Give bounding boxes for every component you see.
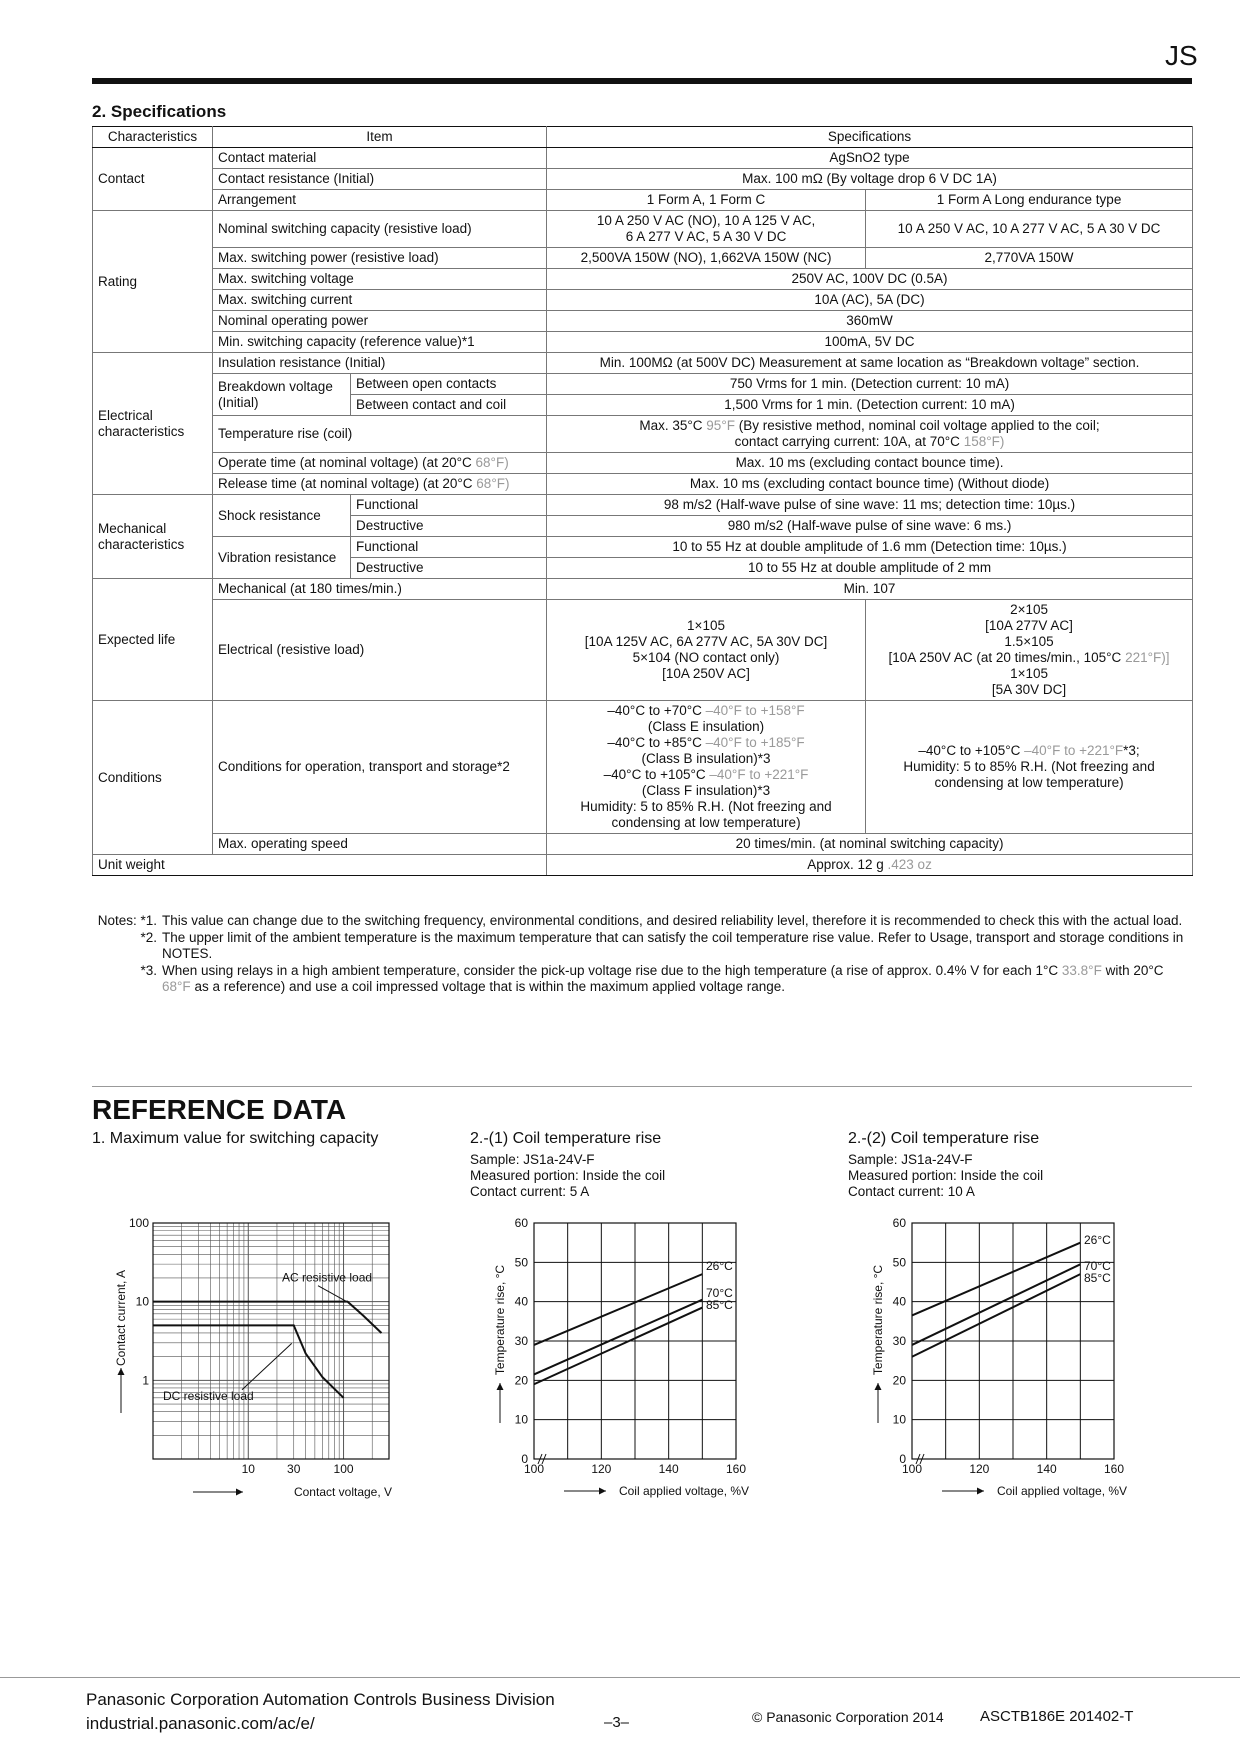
item-label: Max. operating speed [213,834,547,855]
table-row [93,211,1193,248]
spec-line: [10A 250V AC (at 20 times/min., 105°C [888,650,1122,665]
spec-value [547,600,866,701]
note-item [92,930,1192,963]
y-tick-label: 30 [514,1334,528,1348]
fahrenheit-value: 221°F)] [1125,650,1170,665]
sub-item-label: Functional [351,495,547,516]
group-label: characteristics [98,536,185,552]
table-row [93,148,1193,169]
table-row [93,600,1193,701]
fahrenheit-value: –40°F to +221°F [709,767,809,782]
series-label: 85°C [706,1298,733,1312]
chart-sample: Sample: JS1a-24V-F [848,1152,973,1167]
y-tick-label: 10 [135,1294,149,1309]
ref3-header [848,1130,1208,1200]
item-label: Vibration resistance [213,537,351,579]
chart-title: 2.-(2) Coil temperature rise [848,1130,1040,1147]
item-label: Max. switching current [213,290,547,311]
group-label: Mechanical [98,520,167,536]
spec-line: 2×105 [1010,602,1048,617]
table-row [93,416,1193,453]
chart-title: 1. Maximum value for switching capacity [92,1130,379,1147]
table-row [93,453,1193,474]
spec-value: 750 Vrms for 1 min. (Detection current: 10 mA) [547,374,1193,395]
footer-url[interactable]: industrial.panasonic.com/ac/e/ [86,1714,315,1733]
note-text [162,963,1192,996]
note-item [92,963,1192,996]
item-label: Mechanical (at 180 times/min.) [213,579,547,600]
table-row [93,290,1193,311]
table-row [93,374,1193,395]
sub-item-label: Destructive [351,516,547,537]
table-row [93,495,1193,516]
x-tick-label: 30 [287,1462,301,1476]
note-part: When using relays in a high ambient temperature, consider the pick-up voltage rise due to the high temperature (a rise of approx. 0.4% V for each 1°C [162,962,1059,978]
y-tick-label: 50 [514,1255,528,1270]
y-tick-label: 0 [521,1452,528,1466]
y-axis-label: Temperature rise, °C [871,1264,885,1376]
table-row [93,190,1193,211]
spec-text: –40°C to +105°C [918,743,1021,758]
spec-value: 250V AC, 100V DC (0.5A) [547,269,1193,290]
y-axis-arrow-head [118,1368,125,1375]
series-name: JS [1165,40,1198,71]
item-label [213,374,351,416]
spec-line: condensing at low temperature) [934,775,1124,790]
group-contact: Contact [93,148,213,211]
item-label: Contact material [213,148,547,169]
spec-line: [5A 30V DC] [991,682,1067,697]
table-header-row [93,127,1193,148]
ref2-header [470,1130,830,1200]
spec-value [547,211,866,248]
fahrenheit-value: 68°F) [476,476,510,491]
series-line [534,1300,702,1375]
spec-text: Approx. 12 g [807,857,884,872]
spec-line: 1×105 [687,618,725,633]
sub-item-label: Between contact and coil [351,395,547,416]
spec-value: Max. 10 ms (excluding contact bounce time) (Without diode) [547,474,1193,495]
fahrenheit-value: –40°F to +221°F [1024,743,1124,758]
note-item [92,913,1192,930]
fahrenheit-value: 158°F) [963,434,1005,449]
group-expected-life: Expected life [93,579,213,701]
spec-value: 10 A 250 V AC, 10 A 277 V AC, 5 A 30 V DC [866,211,1193,248]
item-line: Breakdown voltage [218,378,333,394]
footer-copyright: © Panasonic Corporation 2014 [752,1709,944,1725]
series-line [534,1308,702,1385]
spec-value: Min. 107 [547,579,1193,600]
table-row [93,332,1193,353]
item-label: Max. switching voltage [213,269,547,290]
col-header-item: Item [213,127,547,148]
spec-line: (Class B insulation)*3 [641,751,771,766]
item-label: Nominal switching capacity (resistive load) [213,211,547,248]
y-axis-arrow-head [497,1383,504,1390]
spec-line: [10A 125V AC, 6A 277V AC, 5A 30V DC] [584,634,828,649]
spec-value: 980 m/s2 (Half-wave pulse of sine wave: 6 ms.) [547,516,1193,537]
item-label: Shock resistance [213,495,351,537]
x-tick-label: 100 [901,1462,923,1476]
item-text: Operate time (at nominal voltage) (at 20°C [218,455,472,470]
y-tick-label: 50 [892,1255,906,1270]
spec-line: [10A 250V AC] [662,666,750,681]
item-label: Conditions for operation, transport and storage*2 [213,701,547,834]
table-row [93,537,1193,558]
label-leader [242,1343,292,1389]
group-rating: Rating [93,211,213,353]
y-tick-label: 30 [892,1334,906,1348]
chart-portion: Measured portion: Inside the coil [848,1168,1044,1183]
ounce-value: .423 oz [887,857,932,872]
chart-portion: Measured portion: Inside the coil [470,1168,666,1183]
fahrenheit-value: –40°F to +158°F [705,703,805,718]
spec-value: Max. 10 ms (excluding contact bounce time). [547,453,1193,474]
fahrenheit-value: –40°F to +185°F [705,735,805,750]
item-line: (Initial) [218,394,259,410]
spec-value: 10A (AC), 5A (DC) [547,290,1193,311]
spec-value [866,701,1193,834]
spec-line: 1.5×105 [1004,634,1054,649]
fahrenheit-value: 68°F) [475,455,509,470]
spec-line: (Class F insulation)*3 [641,783,771,798]
table-row [93,855,1193,876]
spec-value [547,855,1193,876]
spec-value: 1 Form A Long endurance type [866,190,1193,211]
spec-text: (By resistive method, nominal coil voltage applied to the coil; [738,418,1100,433]
group-label: Electrical [98,407,153,423]
y-tick-label: 1 [142,1373,149,1388]
series-label: AC resistive load [282,1270,373,1285]
x-axis-label: Contact voltage, V [293,1485,393,1499]
item-label: Contact resistance (Initial) [213,169,547,190]
series-line [912,1274,1080,1357]
note-part: with 20°C [1105,962,1164,978]
note-text: The upper limit of the ambient temperature is the maximum temperature that can satisfy the coil temperature rise value. Refer to Usage, transport and storage conditions in NOTES. [162,929,1184,961]
table-row [93,169,1193,190]
col-header-specifications: Specifications [547,127,1193,148]
section-title: 2. Specifications [92,102,227,121]
item-label [213,474,547,495]
y-tick-label: 60 [514,1216,528,1230]
x-axis-arrow-head [977,1488,984,1495]
table-row [93,269,1193,290]
group-mechanical [93,495,213,579]
table-row [93,579,1193,600]
spec-text: –40°C to +105°C [603,767,706,782]
x-tick-label: 160 [1103,1462,1125,1476]
series-label: DC resistive load [163,1388,254,1403]
spec-value [866,600,1193,701]
series-label: 26°C [706,1259,733,1273]
spec-value [547,416,1193,453]
y-tick-label: 20 [892,1373,906,1388]
note-part: as a reference) and use a coil impressed voltage that is within the maximum applied voltage range. [194,979,786,994]
spec-line: condensing at low temperature) [611,815,801,830]
x-tick-label: 120 [591,1462,612,1476]
y-tick-label: 10 [892,1412,906,1427]
spec-value: 1 Form A, 1 Form C [547,190,866,211]
section-divider [92,1086,1192,1087]
item-label: Nominal operating power [213,311,547,332]
specifications-table [92,126,1193,876]
ref1-header [92,1130,452,1152]
document-id: ASCTB186E 201402-T [980,1708,1134,1725]
item-label: Electrical (resistive load) [213,600,547,701]
spec-line: 6 A 277 V AC, 5 A 30 V DC [625,229,787,244]
chart-current: Contact current: 5 A [470,1184,590,1199]
item-label: Insulation resistance (Initial) [213,353,547,374]
plot-frame [153,1223,389,1459]
y-axis-label: Temperature rise, °C [493,1264,507,1376]
item-label: Max. switching power (resistive load) [213,248,547,269]
note-label: *3. [140,962,157,978]
spec-value [547,701,866,834]
x-tick-label: 100 [333,1462,354,1476]
x-tick-label: 10 [241,1462,255,1476]
chart-sample: Sample: JS1a-24V-F [470,1152,595,1167]
spec-line: 10 A 250 V AC (NO), 10 A 125 V AC, [596,213,816,228]
note-label: *2. [140,929,157,945]
coil-temp-rise-10a-chart [860,1210,1180,1510]
sub-item-label: Between open contacts [351,374,547,395]
sub-item-label: Functional [351,537,547,558]
spec-text: –40°C to +85°C [607,735,702,750]
spec-text: contact carrying current: 10A, at 70°C [734,434,960,449]
spec-text: –40°C to +70°C [607,703,702,718]
spec-line: [10A 277V AC] [985,618,1073,633]
item-label: Temperature rise (coil) [213,416,547,453]
x-axis-label: Coil applied voltage, %V [996,1484,1128,1498]
spec-line: 1×105 [1010,666,1048,681]
x-tick-label: 140 [658,1462,679,1476]
sub-item-label: Destructive [351,558,547,579]
group-conditions: Conditions [93,701,213,855]
y-tick-label: 60 [892,1216,906,1230]
chart-current: Contact current: 10 A [848,1184,975,1199]
col-header-characteristics: Characteristics [93,127,213,148]
spec-value: 10 to 55 Hz at double amplitude of 2 mm [547,558,1193,579]
series-line [153,1302,381,1333]
spec-line: Humidity: 5 to 85% R.H. (Not freezing and [903,759,1155,774]
table-row [93,311,1193,332]
coil-temp-rise-5a-chart [482,1210,802,1510]
x-tick-label: 120 [969,1462,990,1476]
spec-value: 2,500VA 150W (NO), 1,662VA 150W (NC) [547,248,866,269]
y-axis-arrow-head [875,1383,882,1390]
table-row [93,353,1193,374]
footer-company: Panasonic Corporation Automation Controls Business Division [86,1690,555,1709]
spec-value: 20 times/min. (at nominal switching capacity) [547,834,1193,855]
spec-value: 360mW [547,311,1193,332]
x-tick-label: 160 [725,1462,747,1476]
item-label: Arrangement [213,190,547,211]
spec-value: 10 to 55 Hz at double amplitude of 1.6 mm (Detection time: 10µs.) [547,537,1193,558]
item-label: Unit weight [93,855,547,876]
spec-line: Humidity: 5 to 85% R.H. (Not freezing and [580,799,832,814]
spec-line: (Class E insulation) [647,719,765,734]
fahrenheit-value: 68°F [162,979,191,994]
series-label: 26°C [1084,1233,1111,1247]
y-tick-label: 100 [128,1216,149,1230]
spec-value: AgSnO2 type [547,148,1193,169]
table-row [93,701,1193,834]
y-tick-label: 40 [892,1294,906,1309]
spec-value: 1,500 Vrms for 1 min. (Detection current: 10 mA) [547,395,1193,416]
x-axis-arrow-head [236,1489,243,1496]
page-number: –3– [604,1714,630,1731]
spec-line: 5×104 (NO contact only) [632,650,780,665]
x-axis-label: Coil applied voltage, %V [618,1484,750,1498]
spec-text: Max. 35°C [639,418,703,433]
y-tick-label: 0 [899,1452,906,1466]
spec-value: 98 m/s2 (Half-wave pulse of sine wave: 11 ms; detection time: 10µs.) [547,495,1193,516]
y-tick-label: 40 [514,1294,528,1309]
item-label [213,453,547,474]
reference-data-title: REFERENCE DATA [92,1094,347,1125]
series-label: 85°C [1084,1271,1111,1285]
chart-title: 2.-(1) Coil temperature rise [470,1130,662,1147]
switching-capacity-chart [100,1210,400,1510]
y-axis-label: Contact current, A [114,1269,128,1367]
group-label: characteristics [98,423,185,439]
y-tick-label: 20 [514,1373,528,1388]
footer-divider [0,1677,1240,1678]
x-tick-label: 100 [523,1462,545,1476]
top-rule [92,78,1192,84]
spec-value: Min. 100MΩ (at 500V DC) Measurement at same location as “Breakdown voltage” section. [547,353,1193,374]
x-tick-label: 140 [1036,1462,1057,1476]
x-axis-arrow-head [599,1488,606,1495]
fahrenheit-value: 33.8°F [1061,962,1102,978]
series-label: 70°C [706,1286,733,1300]
series-label: 70°C [1084,1259,1111,1273]
fahrenheit-value: 95°F [706,418,735,433]
notes [92,913,1192,996]
table-row [93,248,1193,269]
spec-value: 100mA, 5V DC [547,332,1193,353]
spec-text: *3; [1123,743,1140,758]
note-text: This value can change due to the switching frequency, environmental conditions, and desired reliability level, therefore it is recommended to check this with the actual load. [162,913,1183,928]
group-electrical [93,353,213,495]
table-row [93,474,1193,495]
spec-value: 2,770VA 150W [866,248,1193,269]
spec-value: Max. 100 mΩ (By voltage drop 6 V DC 1A) [547,169,1193,190]
table-row [93,834,1193,855]
item-text: Release time (at nominal voltage) (at 20°C [218,476,473,491]
y-tick-label: 10 [514,1412,528,1427]
series-line [534,1274,702,1345]
item-label: Min. switching capacity (reference value)*1 [213,332,547,353]
note-label: Notes: *1. [97,913,157,928]
